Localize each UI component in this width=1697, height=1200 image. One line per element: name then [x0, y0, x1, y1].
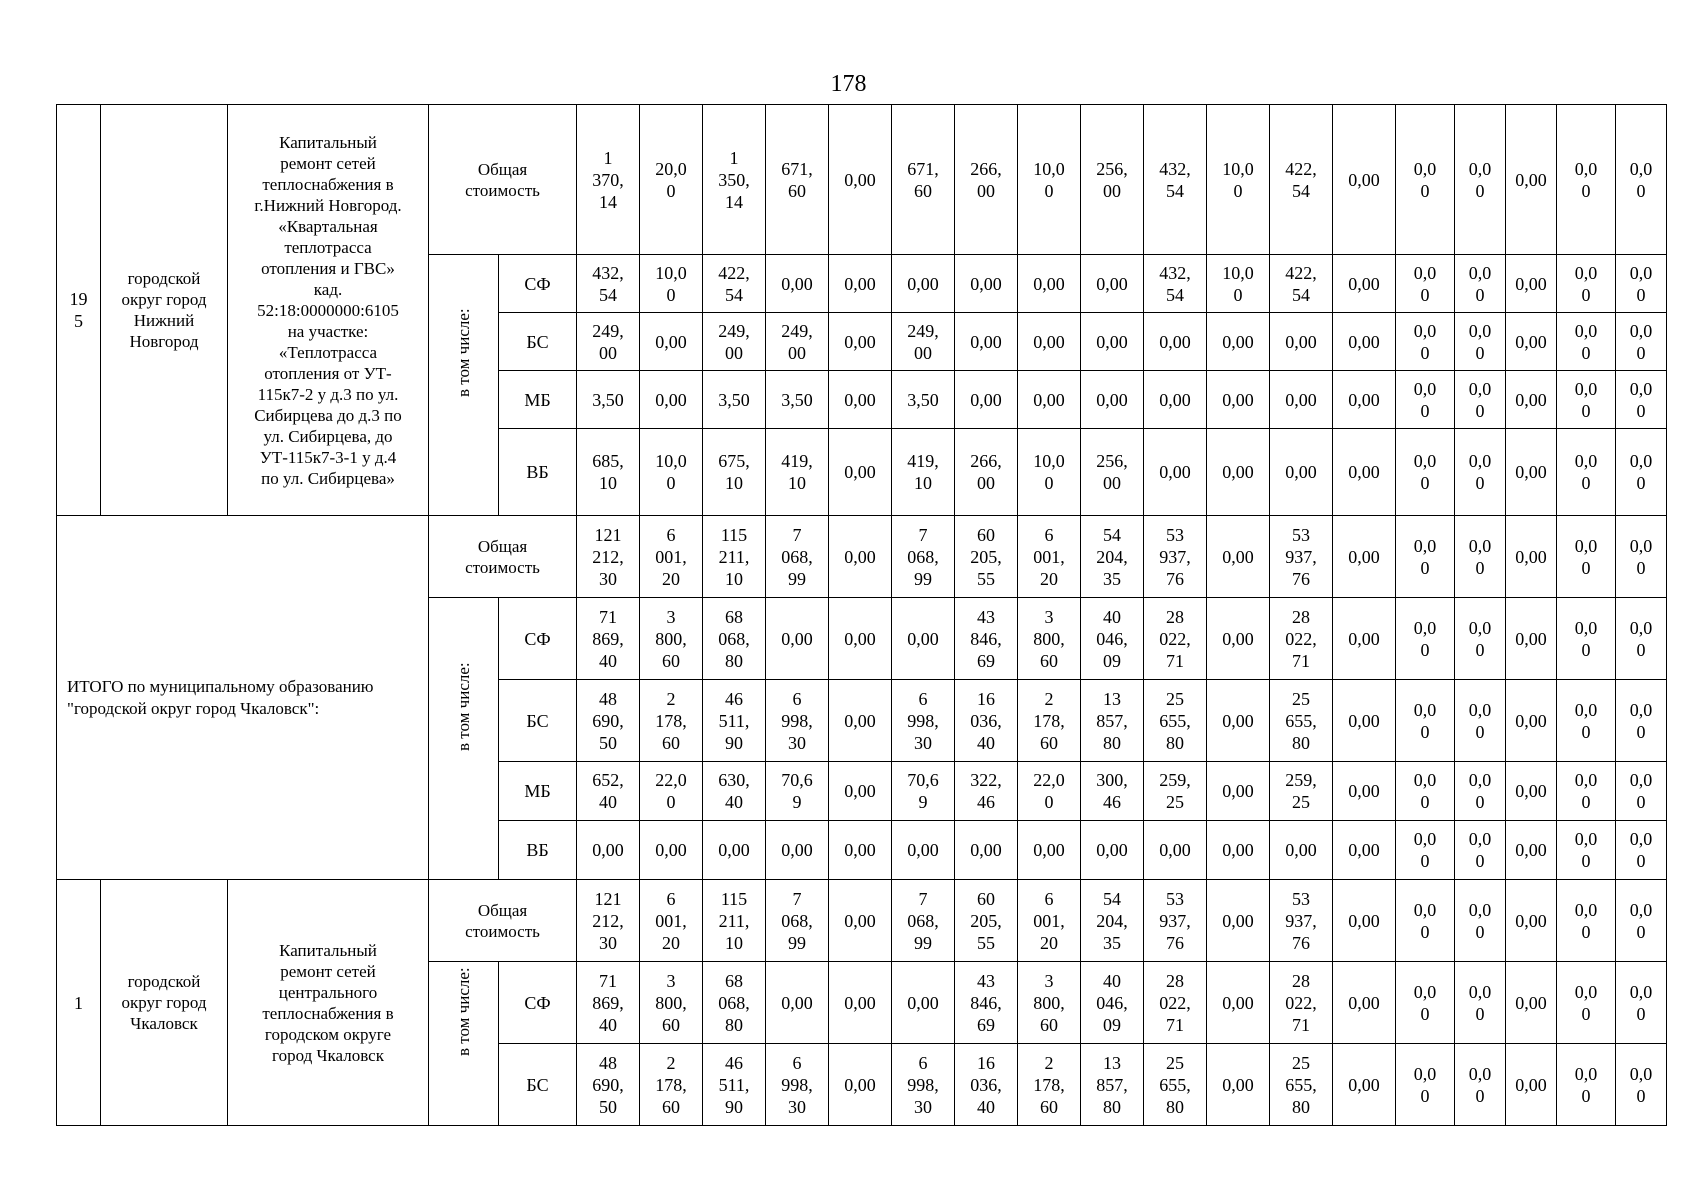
fund-label-sf: СФ [499, 255, 577, 313]
fund-label-bs: БС [499, 1044, 577, 1126]
value-cell: 0,00 [1144, 821, 1207, 880]
value-cell: 0,00 [1207, 1044, 1270, 1126]
value-cell: 0,0 0 [1396, 1044, 1455, 1126]
value-cell: 6 001, 20 [640, 516, 703, 598]
value-cell: 0,00 [955, 255, 1018, 313]
value-cell: 0,00 [766, 821, 829, 880]
value-cell: 48 690, 50 [577, 1044, 640, 1126]
value-cell: 0,00 [1144, 313, 1207, 371]
value-cell: 0,0 0 [1557, 105, 1616, 255]
value-cell: 0,00 [1333, 371, 1396, 429]
fund-label-bs: БС [499, 313, 577, 371]
budget-table [56, 104, 1697, 1126]
value-cell: 652, 40 [577, 762, 640, 821]
value-cell: 1 370, 14 [577, 105, 640, 255]
value-cell: 0,0 0 [1396, 762, 1455, 821]
value-cell: 0,00 [1144, 371, 1207, 429]
table-row [57, 880, 1697, 962]
value-cell: 0,00 [1018, 371, 1081, 429]
value-cell: 0,0 0 [1396, 429, 1455, 516]
including-cell [429, 255, 499, 516]
value-cell: 266, 00 [955, 105, 1018, 255]
value-cell: 0,0 0 [1557, 313, 1616, 371]
table-row [57, 516, 1697, 598]
value-cell: 0,00 [829, 680, 892, 762]
value-cell: 0,0 0 [1396, 880, 1455, 962]
value-cell: 0,00 [1081, 821, 1144, 880]
object-description: Капитальный ремонт сетей центрального теплоснабжения в городском округе город Чкаловск [228, 880, 429, 1126]
value-cell: 259, 25 [1270, 762, 1333, 821]
value-cell: 432, 54 [577, 255, 640, 313]
value-cell: 0,00 [640, 821, 703, 880]
row-index: 1 [57, 880, 101, 1126]
value-cell: 0,0 0 [1455, 371, 1506, 429]
value-cell: 0,0 0 [1616, 821, 1667, 880]
value-cell: 0,00 [1333, 105, 1396, 255]
value-cell: 0,00 [1506, 821, 1557, 880]
value-cell: 0,0 0 [1616, 962, 1667, 1044]
value-cell: 0,00 [829, 762, 892, 821]
value-cell: 25 655, 80 [1270, 1044, 1333, 1126]
value-cell: 54 204, 35 [1081, 516, 1144, 598]
value-cell: 0,00 [766, 962, 829, 1044]
value-cell: 0,00 [1018, 313, 1081, 371]
value-cell: 259, 25 [1144, 762, 1207, 821]
value-cell: 0,00 [892, 255, 955, 313]
value-cell: 432, 54 [1144, 105, 1207, 255]
value-cell: 675, 10 [703, 429, 766, 516]
value-cell: 16 036, 40 [955, 680, 1018, 762]
value-cell: 0,00 [1207, 680, 1270, 762]
value-cell: 2 178, 60 [640, 1044, 703, 1126]
value-cell: 0,0 0 [1455, 429, 1506, 516]
value-cell: 0,0 0 [1616, 429, 1667, 516]
value-cell: 0,00 [829, 255, 892, 313]
value-cell: 0,0 0 [1455, 105, 1506, 255]
value-cell: 0,0 0 [1455, 880, 1506, 962]
value-cell: 0,0 0 [1557, 516, 1616, 598]
value-cell: 0,00 [577, 821, 640, 880]
value-cell: 121 212, 30 [577, 516, 640, 598]
value-cell: 0,0 0 [1455, 598, 1506, 680]
value-cell: 0,0 0 [1455, 962, 1506, 1044]
value-cell: 0,0 0 [1455, 1044, 1506, 1126]
value-cell: 0,00 [640, 313, 703, 371]
value-cell: 46 511, 90 [703, 1044, 766, 1126]
value-cell: 0,0 0 [1616, 880, 1667, 962]
value-cell: 28 022, 71 [1144, 598, 1207, 680]
value-cell: 0,00 [1506, 255, 1557, 313]
value-cell: 630, 40 [703, 762, 766, 821]
including-label: в том числе: [453, 966, 473, 1056]
value-cell: 0,00 [1207, 371, 1270, 429]
value-cell: 0,00 [829, 516, 892, 598]
value-cell: 0,0 0 [1616, 680, 1667, 762]
value-cell: 0,0 0 [1557, 429, 1616, 516]
value-cell: 0,00 [1506, 371, 1557, 429]
value-cell: 43 846, 69 [955, 962, 1018, 1044]
value-cell: 16 036, 40 [955, 1044, 1018, 1126]
value-cell: 0,0 0 [1455, 255, 1506, 313]
value-cell: 43 846, 69 [955, 598, 1018, 680]
object-description: Капитальный ремонт сетей теплоснабжения в г.Нижний Новгород. «Квартальная теплотрасса отопления и ГВС» кад. 52:18:0000000:6105 на участке: «Теплотрасса отопления от УТ- 115к7-2 у д.3 по ул. Сибирцева до д.3 по ул. Сибирцева, до УТ-115к7-3-1 у д.4 по ул. Сибирцева» [228, 105, 429, 516]
value-cell: 7 068, 99 [892, 516, 955, 598]
value-cell: 0,0 0 [1396, 371, 1455, 429]
value-cell: 2 178, 60 [640, 680, 703, 762]
value-cell: 0,00 [1207, 429, 1270, 516]
value-cell: 0,00 [829, 598, 892, 680]
value-cell: 68 068, 80 [703, 962, 766, 1044]
municipality-cell: городской округ город Нижний Новгород [101, 105, 228, 516]
value-cell: 3,50 [577, 371, 640, 429]
value-cell: 0,00 [1144, 429, 1207, 516]
value-cell: 0,00 [829, 313, 892, 371]
value-cell: 0,0 0 [1557, 880, 1616, 962]
value-cell: 70,6 9 [892, 762, 955, 821]
value-cell: 20,0 0 [640, 105, 703, 255]
value-cell: 60 205, 55 [955, 880, 1018, 962]
value-cell: 22,0 0 [1018, 762, 1081, 821]
value-cell: 0,0 0 [1396, 598, 1455, 680]
value-cell: 0,00 [1207, 962, 1270, 1044]
value-cell: 0,00 [1333, 598, 1396, 680]
value-cell: 0,0 0 [1455, 313, 1506, 371]
value-cell: 0,00 [1506, 880, 1557, 962]
value-cell: 0,0 0 [1616, 516, 1667, 598]
value-cell: 671, 60 [766, 105, 829, 255]
value-cell: 0,00 [955, 821, 1018, 880]
value-cell: 53 937, 76 [1144, 516, 1207, 598]
value-cell: 7 068, 99 [892, 880, 955, 962]
value-cell: 28 022, 71 [1270, 598, 1333, 680]
value-cell: 671, 60 [892, 105, 955, 255]
value-cell: 0,00 [1506, 516, 1557, 598]
value-cell: 0,00 [1333, 255, 1396, 313]
value-cell: 0,00 [829, 371, 892, 429]
value-cell: 0,00 [829, 1044, 892, 1126]
row-index: 19 5 [57, 105, 101, 516]
value-cell: 0,00 [829, 429, 892, 516]
value-cell: 0,00 [892, 598, 955, 680]
value-cell: 0,00 [766, 255, 829, 313]
fund-label-vb: ВБ [499, 821, 577, 880]
value-cell: 0,00 [1333, 429, 1396, 516]
municipality-total-label: ИТОГО по муниципальному образованию "городской округ город Чкаловск": [57, 516, 429, 880]
value-cell: 322, 46 [955, 762, 1018, 821]
value-cell: 266, 00 [955, 429, 1018, 516]
including-cell [429, 962, 499, 1126]
value-cell: 6 998, 30 [766, 680, 829, 762]
fund-label-mb: МБ [499, 371, 577, 429]
fund-label-mb: МБ [499, 762, 577, 821]
value-cell: 422, 54 [1270, 255, 1333, 313]
value-cell: 0,0 0 [1455, 762, 1506, 821]
value-cell: 0,00 [640, 371, 703, 429]
fund-label-sf: СФ [499, 598, 577, 680]
value-cell: 7 068, 99 [766, 516, 829, 598]
value-cell: 13 857, 80 [1081, 680, 1144, 762]
table-body [57, 105, 1697, 1126]
value-cell: 121 212, 30 [577, 880, 640, 962]
value-cell: 0,00 [1333, 680, 1396, 762]
value-cell: 60 205, 55 [955, 516, 1018, 598]
value-cell: 0,00 [1333, 880, 1396, 962]
value-cell: 0,0 0 [1616, 598, 1667, 680]
value-cell: 0,00 [955, 371, 1018, 429]
value-cell: 71 869, 40 [577, 962, 640, 1044]
value-cell: 25 655, 80 [1270, 680, 1333, 762]
value-cell: 0,0 0 [1557, 371, 1616, 429]
value-cell: 3,50 [703, 371, 766, 429]
value-cell: 422, 54 [1270, 105, 1333, 255]
value-cell: 249, 00 [766, 313, 829, 371]
value-cell: 0,00 [1207, 313, 1270, 371]
value-cell: 28 022, 71 [1270, 962, 1333, 1044]
value-cell: 0,00 [1506, 680, 1557, 762]
value-cell: 46 511, 90 [703, 680, 766, 762]
value-cell: 0,00 [1333, 821, 1396, 880]
value-cell: 0,0 0 [1557, 962, 1616, 1044]
value-cell: 685, 10 [577, 429, 640, 516]
value-cell: 7 068, 99 [766, 880, 829, 962]
value-cell: 0,0 0 [1616, 371, 1667, 429]
value-cell: 71 869, 40 [577, 598, 640, 680]
value-cell: 0,00 [829, 880, 892, 962]
value-cell: 0,00 [1270, 429, 1333, 516]
value-cell: 53 937, 76 [1144, 880, 1207, 962]
value-cell: 0,0 0 [1557, 1044, 1616, 1126]
value-cell: 10,0 0 [1207, 105, 1270, 255]
value-cell: 0,0 0 [1396, 962, 1455, 1044]
value-cell: 115 211, 10 [703, 880, 766, 962]
value-cell: 10,0 0 [1018, 105, 1081, 255]
value-cell: 25 655, 80 [1144, 680, 1207, 762]
value-cell: 0,00 [1333, 962, 1396, 1044]
value-cell: 0,00 [1270, 371, 1333, 429]
value-cell: 0,00 [1506, 962, 1557, 1044]
value-cell: 0,00 [1506, 1044, 1557, 1126]
value-cell: 0,00 [766, 598, 829, 680]
value-cell: 0,00 [1333, 1044, 1396, 1126]
including-label: в том числе: [453, 661, 473, 751]
value-cell: 6 001, 20 [640, 880, 703, 962]
value-cell: 419, 10 [766, 429, 829, 516]
value-cell: 6 001, 20 [1018, 516, 1081, 598]
value-cell: 0,0 0 [1557, 762, 1616, 821]
value-cell: 40 046, 09 [1081, 598, 1144, 680]
value-cell: 10,0 0 [1018, 429, 1081, 516]
value-cell: 0,00 [1506, 598, 1557, 680]
page-number: 178 [830, 71, 867, 97]
value-cell: 0,0 0 [1396, 255, 1455, 313]
value-cell: 0,00 [829, 105, 892, 255]
total-cost-label: Общая стоимость [429, 516, 577, 598]
value-cell: 10,0 0 [1207, 255, 1270, 313]
value-cell: 53 937, 76 [1270, 516, 1333, 598]
value-cell: 40 046, 09 [1081, 962, 1144, 1044]
value-cell: 0,0 0 [1396, 680, 1455, 762]
value-cell: 0,0 0 [1616, 762, 1667, 821]
fund-label-sf: СФ [499, 962, 577, 1044]
value-cell: 0,0 0 [1455, 516, 1506, 598]
value-cell: 249, 00 [892, 313, 955, 371]
value-cell: 422, 54 [703, 255, 766, 313]
value-cell: 68 068, 80 [703, 598, 766, 680]
value-cell: 2 178, 60 [1018, 1044, 1081, 1126]
value-cell: 0,0 0 [1396, 516, 1455, 598]
value-cell: 10,0 0 [640, 255, 703, 313]
value-cell: 0,0 0 [1616, 255, 1667, 313]
value-cell: 0,0 0 [1557, 680, 1616, 762]
value-cell: 0,00 [1506, 105, 1557, 255]
value-cell: 0,00 [1506, 429, 1557, 516]
value-cell: 0,00 [1081, 255, 1144, 313]
value-cell: 0,0 0 [1557, 821, 1616, 880]
including-cell [429, 598, 499, 880]
municipality-cell: городской округ город Чкаловск [101, 880, 228, 1126]
value-cell: 0,0 0 [1616, 1044, 1667, 1126]
total-cost-label: Общая стоимость [429, 105, 577, 255]
value-cell: 6 998, 30 [892, 1044, 955, 1126]
value-cell: 0,0 0 [1396, 313, 1455, 371]
fund-label-bs: БС [499, 680, 577, 762]
value-cell: 0,00 [892, 962, 955, 1044]
value-cell: 0,00 [1270, 821, 1333, 880]
value-cell: 0,00 [1506, 762, 1557, 821]
value-cell: 53 937, 76 [1270, 880, 1333, 962]
value-cell: 0,00 [1506, 313, 1557, 371]
value-cell: 0,00 [1270, 313, 1333, 371]
value-cell: 0,00 [1018, 821, 1081, 880]
value-cell: 0,00 [1081, 313, 1144, 371]
value-cell: 249, 00 [577, 313, 640, 371]
value-cell: 3,50 [766, 371, 829, 429]
value-cell: 10,0 0 [640, 429, 703, 516]
value-cell: 3 800, 60 [1018, 598, 1081, 680]
value-cell: 0,0 0 [1455, 680, 1506, 762]
value-cell: 22,0 0 [640, 762, 703, 821]
value-cell: 0,00 [1333, 516, 1396, 598]
value-cell: 48 690, 50 [577, 680, 640, 762]
value-cell: 0,00 [1207, 821, 1270, 880]
value-cell: 6 998, 30 [892, 680, 955, 762]
table-row [57, 105, 1697, 255]
value-cell: 0,0 0 [1557, 598, 1616, 680]
value-cell: 0,00 [1018, 255, 1081, 313]
value-cell: 6 998, 30 [766, 1044, 829, 1126]
value-cell: 0,00 [829, 821, 892, 880]
value-cell: 0,00 [1207, 880, 1270, 962]
value-cell: 115 211, 10 [703, 516, 766, 598]
total-cost-label: Общая стоимость [429, 880, 577, 962]
value-cell: 1 350, 14 [703, 105, 766, 255]
value-cell: 28 022, 71 [1144, 962, 1207, 1044]
value-cell: 3 800, 60 [640, 598, 703, 680]
value-cell: 0,00 [1207, 598, 1270, 680]
value-cell: 3,50 [892, 371, 955, 429]
value-cell: 0,00 [703, 821, 766, 880]
value-cell: 256, 00 [1081, 105, 1144, 255]
value-cell: 0,00 [1333, 762, 1396, 821]
value-cell: 432, 54 [1144, 255, 1207, 313]
value-cell: 3 800, 60 [640, 962, 703, 1044]
fund-label-vb: ВБ [499, 429, 577, 516]
value-cell: 0,0 0 [1396, 821, 1455, 880]
value-cell: 0,00 [1207, 762, 1270, 821]
including-label: в том числе: [453, 308, 473, 397]
value-cell: 0,00 [955, 313, 1018, 371]
value-cell: 2 178, 60 [1018, 680, 1081, 762]
value-cell: 0,00 [892, 821, 955, 880]
value-cell: 0,0 0 [1616, 105, 1667, 255]
value-cell: 0,0 0 [1455, 821, 1506, 880]
value-cell: 0,0 0 [1616, 313, 1667, 371]
value-cell: 249, 00 [703, 313, 766, 371]
value-cell: 0,0 0 [1557, 255, 1616, 313]
value-cell: 0,0 0 [1396, 105, 1455, 255]
value-cell: 3 800, 60 [1018, 962, 1081, 1044]
value-cell: 0,00 [1333, 313, 1396, 371]
value-cell: 6 001, 20 [1018, 880, 1081, 962]
value-cell: 300, 46 [1081, 762, 1144, 821]
value-cell: 25 655, 80 [1144, 1044, 1207, 1126]
value-cell: 0,00 [829, 962, 892, 1044]
value-cell: 70,6 9 [766, 762, 829, 821]
value-cell: 419, 10 [892, 429, 955, 516]
value-cell: 0,00 [1207, 516, 1270, 598]
value-cell: 256, 00 [1081, 429, 1144, 516]
value-cell: 54 204, 35 [1081, 880, 1144, 962]
value-cell: 13 857, 80 [1081, 1044, 1144, 1126]
value-cell: 0,00 [1081, 371, 1144, 429]
